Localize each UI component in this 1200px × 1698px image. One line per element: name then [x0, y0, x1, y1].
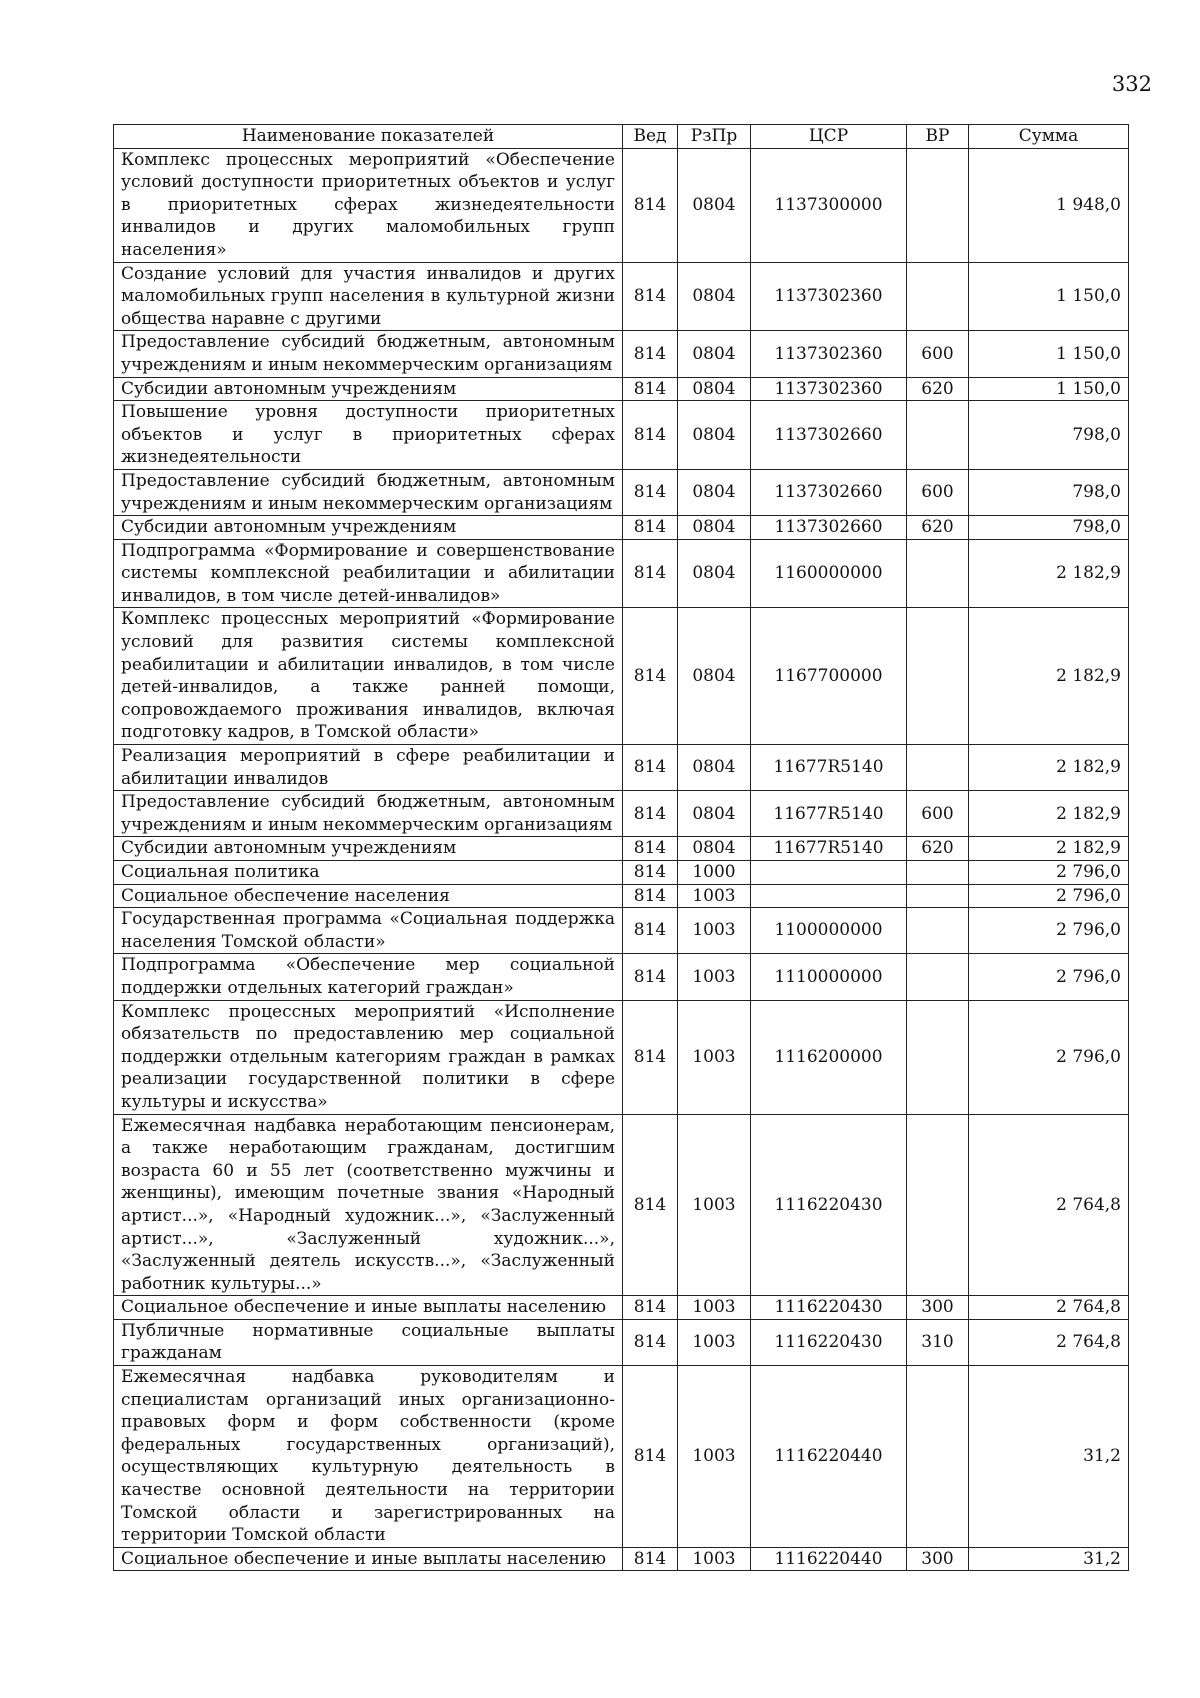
row-rzpr: 1003: [678, 1319, 751, 1365]
row-rzpr: 0804: [678, 148, 751, 262]
row-ved: 814: [623, 148, 678, 262]
row-sum: 31,2: [969, 1547, 1129, 1571]
row-sum: 1 150,0: [969, 262, 1129, 331]
row-sum: 2 764,8: [969, 1114, 1129, 1296]
header-csr: ЦСР: [751, 125, 907, 149]
row-ved: 814: [623, 908, 678, 954]
row-vr: [907, 1366, 969, 1548]
table-row: [114, 539, 1129, 608]
row-rzpr: 0804: [678, 745, 751, 791]
row-sum: 2 182,9: [969, 539, 1129, 608]
row-sum: 2 796,0: [969, 1000, 1129, 1114]
row-ved: 814: [623, 861, 678, 885]
row-ved: 814: [623, 1366, 678, 1548]
row-name: Ежемесячная надбавка руководителям и специалистам организаций иных организационно-правовых форм и форм собственности (кроме федеральных государственных организаций), осуществляющих культурную деятельность в качестве основной деятельности на территории Томской области и зарегистрированных на территории Томской области: [114, 1366, 623, 1548]
table-row: [114, 861, 1129, 885]
row-ved: 814: [623, 377, 678, 401]
row-ved: 814: [623, 1319, 678, 1365]
table-row: [114, 1296, 1129, 1320]
header-ved: Вед: [623, 125, 678, 149]
table-row: [114, 1547, 1129, 1571]
row-ved: 814: [623, 539, 678, 608]
row-csr: 1137302360: [751, 262, 907, 331]
table-row: [114, 377, 1129, 401]
row-name: Социальное обеспечение населения: [114, 884, 623, 908]
row-name: Комплекс процессных мероприятий «Исполнение обязательств по предоставлению мер социальной поддержки отдельным категориям граждан в рамках реализации государственной политики в сфере культуры и искусства»: [114, 1000, 623, 1114]
row-ved: 814: [623, 884, 678, 908]
row-vr: [907, 884, 969, 908]
table-row: [114, 331, 1129, 377]
row-sum: 2 764,8: [969, 1296, 1129, 1320]
row-name: Повышение уровня доступности приоритетных объектов и услуг в приоритетных сферах жизнедеятельности: [114, 401, 623, 470]
row-vr: 600: [907, 791, 969, 837]
table-row: [114, 469, 1129, 515]
header-vr: ВР: [907, 125, 969, 149]
row-name: Социальное обеспечение и иные выплаты населению: [114, 1547, 623, 1571]
row-csr: 1116220430: [751, 1114, 907, 1296]
row-ved: 814: [623, 791, 678, 837]
table-row: [114, 148, 1129, 262]
table-row: [114, 837, 1129, 861]
row-sum: 2 796,0: [969, 908, 1129, 954]
row-name: Комплекс процессных мероприятий «Обеспечение условий доступности приоритетных объектов и услуг в приоритетных сферах жизнедеятельности инвалидов и других маломобильных групп населения»: [114, 148, 623, 262]
row-sum: 2 764,8: [969, 1319, 1129, 1365]
row-sum: 798,0: [969, 516, 1129, 540]
row-rzpr: 1003: [678, 908, 751, 954]
row-ved: 814: [623, 469, 678, 515]
row-sum: 1 150,0: [969, 331, 1129, 377]
row-sum: 2 182,9: [969, 608, 1129, 745]
table-row: [114, 1114, 1129, 1296]
row-name: Комплекс процессных мероприятий «Формирование условий для развития системы комплексной реабилитации и абилитации инвалидов, в том числе детей-инвалидов, а также ранней помощи, сопровождаемого проживания инвалидов, включая подготовку кадров, в Томской области»: [114, 608, 623, 745]
row-vr: [907, 908, 969, 954]
row-vr: [907, 401, 969, 470]
row-rzpr: 1000: [678, 861, 751, 885]
row-name: Создание условий для участия инвалидов и других маломобильных групп населения в культурной жизни общества наравне с другими: [114, 262, 623, 331]
header-name: Наименование показателей: [114, 125, 623, 149]
row-vr: [907, 148, 969, 262]
table-row: [114, 745, 1129, 791]
row-name: Социальная политика: [114, 861, 623, 885]
row-vr: [907, 1114, 969, 1296]
row-csr: 1137302360: [751, 377, 907, 401]
row-ved: 814: [623, 1547, 678, 1571]
row-ved: 814: [623, 745, 678, 791]
row-vr: 620: [907, 837, 969, 861]
row-rzpr: 1003: [678, 884, 751, 908]
row-csr: 1116200000: [751, 1000, 907, 1114]
row-rzpr: 0804: [678, 401, 751, 470]
row-vr: [907, 954, 969, 1000]
row-csr: 11677R5140: [751, 837, 907, 861]
row-vr: [907, 262, 969, 331]
row-csr: 1116220440: [751, 1547, 907, 1571]
row-csr: 1110000000: [751, 954, 907, 1000]
row-name: Социальное обеспечение и иные выплаты населению: [114, 1296, 623, 1320]
table-row: [114, 791, 1129, 837]
header-rzpr: РзПр: [678, 125, 751, 149]
header-row: [114, 125, 1129, 149]
row-vr: [907, 745, 969, 791]
row-rzpr: 0804: [678, 608, 751, 745]
row-vr: 310: [907, 1319, 969, 1365]
table-row: [114, 608, 1129, 745]
row-name: Ежемесячная надбавка неработающим пенсионерам, а также неработающим гражданам, достигшим возраста 60 и 55 лет (соответственно мужчины и женщины), имеющим почетные звания «Народный артист...», «Народный художник...», «Заслуженный артист...», «Заслуженный художник...», «Заслуженный деятель искусств...», «Заслуженный работник культуры...»: [114, 1114, 623, 1296]
row-rzpr: 0804: [678, 539, 751, 608]
row-name: Предоставление субсидий бюджетным, автономным учреждениям и иным некоммерческим организациям: [114, 469, 623, 515]
row-csr: 1137302660: [751, 469, 907, 515]
row-vr: 620: [907, 377, 969, 401]
row-rzpr: 0804: [678, 791, 751, 837]
row-sum: 31,2: [969, 1366, 1129, 1548]
row-sum: 1 948,0: [969, 148, 1129, 262]
row-rzpr: 1003: [678, 1114, 751, 1296]
row-name: Подпрограмма «Обеспечение мер социальной поддержки отдельных категорий граждан»: [114, 954, 623, 1000]
row-name: Государственная программа «Социальная поддержка населения Томской области»: [114, 908, 623, 954]
row-vr: [907, 1000, 969, 1114]
table-row: [114, 516, 1129, 540]
row-rzpr: 0804: [678, 837, 751, 861]
row-name: Субсидии автономным учреждениям: [114, 837, 623, 861]
header-sum: Сумма: [969, 125, 1129, 149]
row-csr: [751, 884, 907, 908]
row-sum: 2 182,9: [969, 791, 1129, 837]
row-sum: 2 796,0: [969, 861, 1129, 885]
row-name: Субсидии автономным учреждениям: [114, 516, 623, 540]
row-csr: 1116220430: [751, 1296, 907, 1320]
table-row: [114, 908, 1129, 954]
budget-table: [113, 124, 1129, 1571]
row-vr: 600: [907, 469, 969, 515]
row-rzpr: 1003: [678, 1547, 751, 1571]
row-csr: 1137302660: [751, 401, 907, 470]
row-ved: 814: [623, 262, 678, 331]
row-sum: 2 796,0: [969, 954, 1129, 1000]
row-csr: [751, 861, 907, 885]
row-csr: 1167700000: [751, 608, 907, 745]
row-csr: 1137302360: [751, 331, 907, 377]
row-csr: 1137302660: [751, 516, 907, 540]
row-name: Публичные нормативные социальные выплаты гражданам: [114, 1319, 623, 1365]
table-row: [114, 1366, 1129, 1548]
row-csr: 1137300000: [751, 148, 907, 262]
row-csr: 11677R5140: [751, 745, 907, 791]
row-name: Предоставление субсидий бюджетным, автономным учреждениям и иным некоммерческим организациям: [114, 791, 623, 837]
row-ved: 814: [623, 1114, 678, 1296]
row-csr: 11677R5140: [751, 791, 907, 837]
row-csr: 1116220430: [751, 1319, 907, 1365]
row-name: Подпрограмма «Формирование и совершенствование системы комплексной реабилитации и абилитации инвалидов, в том числе детей-инвалидов»: [114, 539, 623, 608]
row-ved: 814: [623, 608, 678, 745]
row-rzpr: 1003: [678, 954, 751, 1000]
row-vr: 620: [907, 516, 969, 540]
row-ved: 814: [623, 331, 678, 377]
row-rzpr: 0804: [678, 262, 751, 331]
row-rzpr: 0804: [678, 331, 751, 377]
row-name: Реализация мероприятий в сфере реабилитации и абилитации инвалидов: [114, 745, 623, 791]
row-csr: 1160000000: [751, 539, 907, 608]
table-row: [114, 954, 1129, 1000]
table-row: [114, 1319, 1129, 1365]
row-sum: 2 182,9: [969, 837, 1129, 861]
page-number: 332: [1111, 72, 1152, 96]
row-name: Предоставление субсидий бюджетным, автономным учреждениям и иным некоммерческим организациям: [114, 331, 623, 377]
table-row: [114, 884, 1129, 908]
row-rzpr: 0804: [678, 516, 751, 540]
row-rzpr: 1003: [678, 1296, 751, 1320]
row-rzpr: 1003: [678, 1366, 751, 1548]
row-rzpr: 0804: [678, 469, 751, 515]
row-vr: [907, 861, 969, 885]
row-rzpr: 1003: [678, 1000, 751, 1114]
row-sum: 798,0: [969, 401, 1129, 470]
row-ved: 814: [623, 516, 678, 540]
row-ved: 814: [623, 1000, 678, 1114]
row-sum: 798,0: [969, 469, 1129, 515]
row-sum: 2 182,9: [969, 745, 1129, 791]
row-sum: 1 150,0: [969, 377, 1129, 401]
row-ved: 814: [623, 1296, 678, 1320]
row-vr: 300: [907, 1296, 969, 1320]
row-vr: [907, 608, 969, 745]
table-row: [114, 401, 1129, 470]
row-ved: 814: [623, 837, 678, 861]
row-vr: 600: [907, 331, 969, 377]
row-csr: 1116220440: [751, 1366, 907, 1548]
table-row: [114, 1000, 1129, 1114]
table-row: [114, 262, 1129, 331]
row-rzpr: 0804: [678, 377, 751, 401]
row-csr: 1100000000: [751, 908, 907, 954]
row-sum: 2 796,0: [969, 884, 1129, 908]
row-ved: 814: [623, 401, 678, 470]
row-ved: 814: [623, 954, 678, 1000]
row-vr: [907, 539, 969, 608]
row-name: Субсидии автономным учреждениям: [114, 377, 623, 401]
row-vr: 300: [907, 1547, 969, 1571]
